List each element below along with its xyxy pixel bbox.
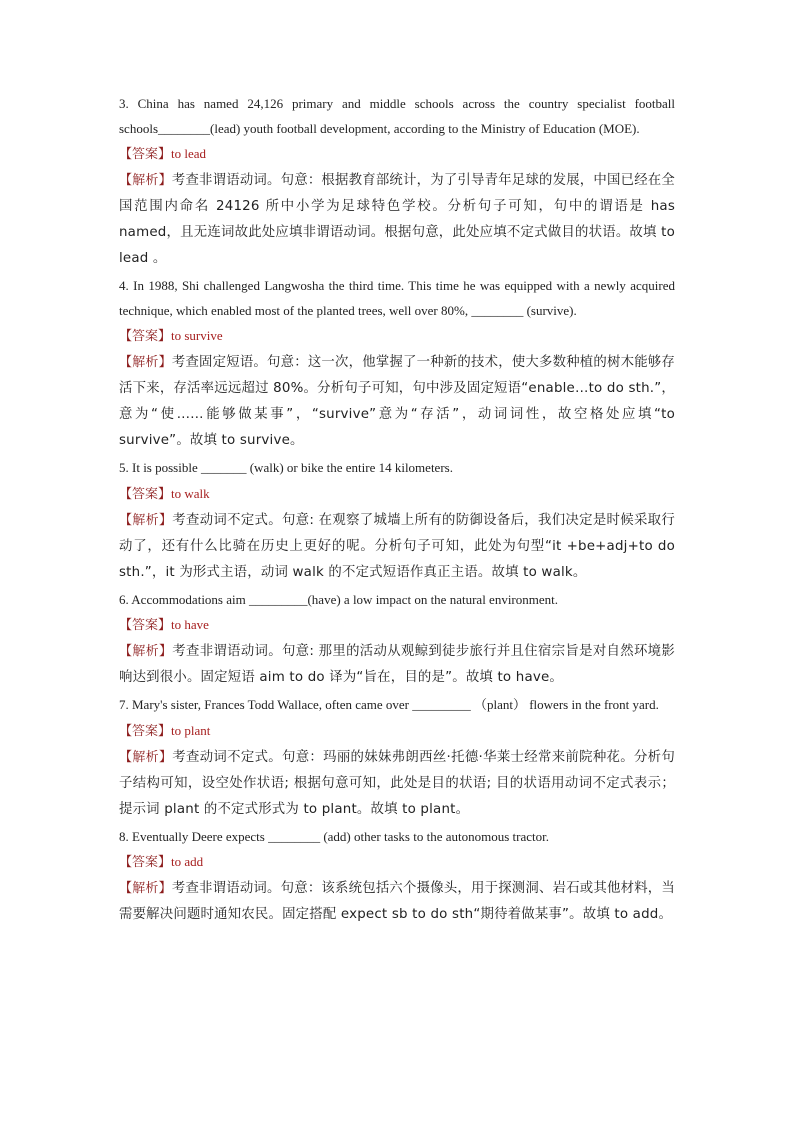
answer-tag: 【答案】 (119, 329, 172, 344)
answer-line (119, 612, 675, 639)
answer-tag: 【答案】 (119, 618, 172, 633)
question-5 (119, 456, 675, 586)
answer-value: to lead (171, 146, 207, 161)
answer-line (119, 849, 675, 876)
explanation-line (119, 168, 675, 272)
answer-line (119, 323, 675, 350)
answer-value: to plant (171, 722, 211, 738)
explanation-tag: 【解析】 (119, 749, 173, 765)
answer-tag: 【答案】 (119, 855, 172, 870)
question-3 (119, 92, 675, 272)
explanation-text: 考查非谓语动词。句意: 那里的活动从观鲸到徒步旅行并且住宿宗旨是对自然环境影响达到很小。固定短语 aim to do 译为“旨在，目的是”。故填 to have。 (119, 644, 675, 685)
answer-tag: 【答案】 (119, 147, 172, 162)
answer-value: to walk (171, 485, 210, 501)
explanation-text: 考查固定短语。句意：这一次，他掌握了一种新的技术，使大多数种植的树木能够存活下来，存活率远远超过 80%。分析句子可知，句中涉及固定短语“enable…to do sth.”，意为“使……能够做某事”，“survive”意为“存活”，动词词性，故空格处应填“to survive”。故填 to survive。 (119, 355, 675, 448)
answer-value: to have (171, 617, 209, 632)
question-8 (119, 825, 675, 929)
explanation-text: 考查非谓语动词。句意：该系统包括六个摄像头，用于探测洞、岩石或其他材料，当需要解决问题时通知农民。固定搭配 expect sb to do sth“期待着做某事”。故填 to add。 (119, 881, 675, 922)
question-6 (119, 588, 675, 692)
question-text: 4. In 1988, Shi challenged Langwosha the third time. This time he was equipped with a newly acquired technique, which enabled most of the planted trees, well over 80%, ________ (survive). (119, 278, 675, 318)
question-7 (119, 693, 675, 823)
explanation-tag: 【解析】 (119, 644, 173, 659)
explanation-tag: 【解析】 (119, 355, 172, 370)
explanation-line (119, 639, 675, 691)
explanation-line (119, 350, 675, 454)
answer-value: to add (171, 854, 204, 869)
answer-line (119, 141, 675, 168)
question-text: 8. Eventually Deere expects ________ (add) other tasks to the autonomous tractor. (119, 828, 549, 844)
document-page (119, 92, 675, 930)
explanation-line (119, 508, 675, 586)
answer-line (119, 481, 675, 508)
explanation-text: 考查动词不定式。句意：玛丽的妹妹弗朗西丝·托德·华莱士经常来前院种花。分析句子结构可知，设空处作状语; 根据句意可知，此处是目的状语; 目的状语用动词不定式表示；提示词 plant 的不定式形式为 to plant。故填 to plant。 (119, 749, 675, 817)
question-text: 6. Accommodations aim _________(have) a low impact on the natural environment. (119, 591, 559, 607)
explanation-tag: 【解析】 (119, 881, 172, 896)
explanation-line (119, 876, 675, 928)
question-text: 3. China has named 24,126 primary and middle schools across the country specialist football schools________(lead) youth football development, according to the Ministry of Education (MOE). (119, 96, 675, 136)
answer-tag: 【答案】 (119, 723, 172, 739)
explanation-tag: 【解析】 (119, 512, 173, 528)
question-4 (119, 274, 675, 454)
question-text: 7. Mary's sister, Frances Todd Wallace, often came over _________ （plant） flowers in the front yard. (119, 697, 659, 712)
answer-value: to survive (171, 328, 223, 343)
explanation-text: 考查非谓语动词。句意：根据教育部统计，为了引导青年足球的发展，中国已经在全国范围内命名 24126 所中小学为足球特色学校。分析句子可知，句中的谓语是 has named，且无连词故此处应填非谓语动词。根据句意，此处应填不定式做目的状语。故填 to lead 。 (119, 173, 675, 266)
question-text: 5. It is possible _______ (walk) or bike the entire 14 kilometers. (119, 460, 453, 475)
answer-line (119, 718, 675, 745)
explanation-line (119, 745, 675, 823)
explanation-tag: 【解析】 (119, 173, 172, 188)
answer-tag: 【答案】 (119, 486, 172, 502)
explanation-text: 考查动词不定式。句意: 在观察了城墙上所有的防御设备后，我们决定是时候采取行动了，还有什么比骑在历史上更好的呢。分析句子可知，此处为句型“it +be+adj+to do sth.”，it 为形式主语，动词 walk 的不定式短语作真正主语。故填 to walk。 (119, 512, 675, 580)
